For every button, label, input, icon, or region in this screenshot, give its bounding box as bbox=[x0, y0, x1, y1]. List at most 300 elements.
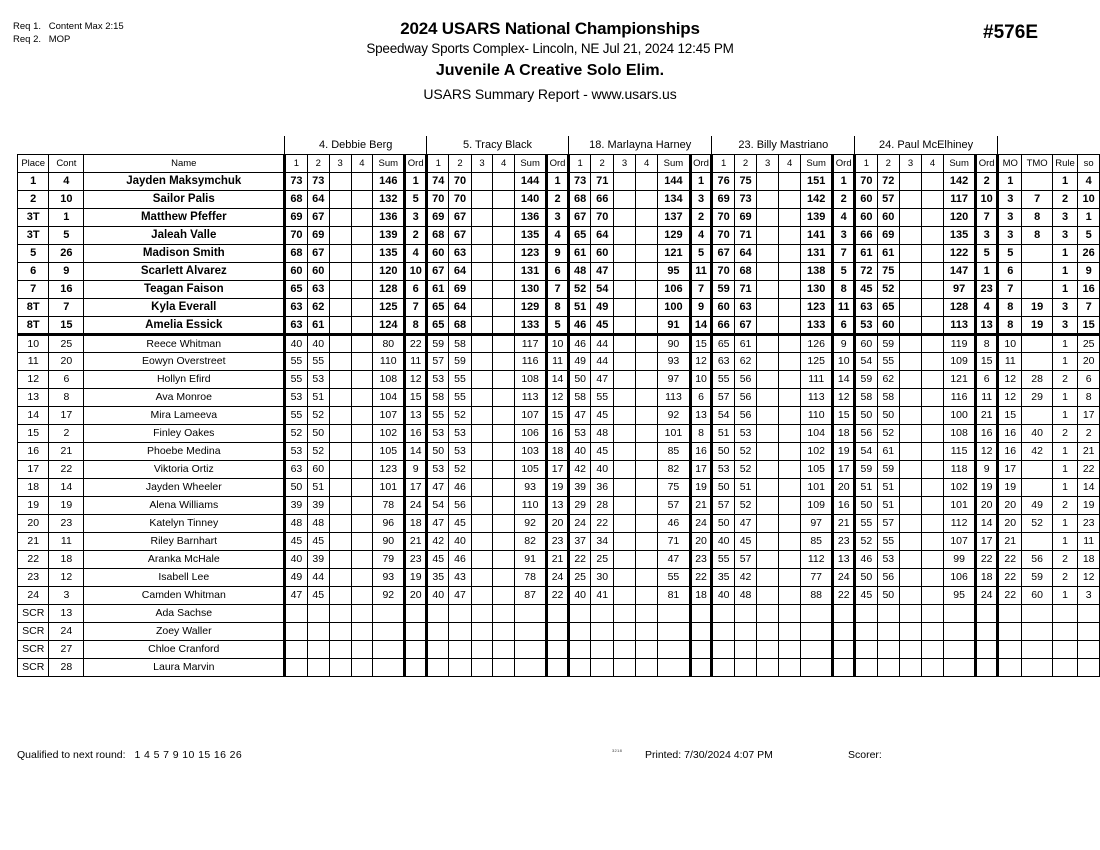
cell-j2-sum: 113 bbox=[515, 388, 547, 406]
cell-j5-2 bbox=[877, 640, 899, 658]
cell-j2-4 bbox=[493, 604, 515, 622]
cell-j3-4 bbox=[636, 460, 658, 478]
cell-j3-3 bbox=[613, 640, 635, 658]
cell-j5-1: 63 bbox=[855, 298, 877, 316]
cell-so bbox=[1078, 604, 1100, 622]
cell-j4-4 bbox=[779, 586, 801, 604]
col-header-j2-4: 4 bbox=[493, 154, 515, 172]
cell-j2-3 bbox=[471, 478, 493, 496]
cell-so: 21 bbox=[1078, 442, 1100, 460]
cell-so: 14 bbox=[1078, 478, 1100, 496]
col-header-j2-1: 1 bbox=[427, 154, 449, 172]
cell-j5-ord: 21 bbox=[976, 406, 998, 424]
cell-j4-2: 67 bbox=[734, 316, 756, 334]
cell-j1-1: 63 bbox=[285, 460, 307, 478]
cell-j1-2: 40 bbox=[307, 334, 329, 352]
col-header-j2-ord: Ord bbox=[547, 154, 569, 172]
cell-contestant-number: 2 bbox=[49, 424, 84, 442]
cell-j1-1: 50 bbox=[285, 478, 307, 496]
cell-j4-2: 53 bbox=[734, 424, 756, 442]
cell-j4-4 bbox=[779, 406, 801, 424]
cell-j2-3 bbox=[471, 442, 493, 460]
cell-j2-sum: 144 bbox=[515, 172, 547, 190]
version-code: 3218 bbox=[612, 748, 623, 753]
cell-j1-ord: 16 bbox=[405, 424, 427, 442]
cell-j1-4 bbox=[351, 658, 373, 676]
cell-j1-3 bbox=[329, 172, 351, 190]
cell-j2-2: 52 bbox=[449, 460, 471, 478]
cell-j4-sum: 123 bbox=[801, 298, 833, 316]
cell-j2-3 bbox=[471, 496, 493, 514]
cell-tmo: 42 bbox=[1022, 442, 1052, 460]
cell-skater-name: Jaleah Valle bbox=[84, 226, 285, 244]
judge-band-spacer-so bbox=[1078, 136, 1100, 154]
cell-j2-3 bbox=[471, 604, 493, 622]
cell-j3-4 bbox=[636, 262, 658, 280]
cell-place: SCR bbox=[18, 640, 49, 658]
cell-j4-4 bbox=[779, 208, 801, 226]
table-row bbox=[18, 388, 1100, 406]
table-row bbox=[18, 352, 1100, 370]
cell-contestant-number: 27 bbox=[49, 640, 84, 658]
cell-j4-2: 48 bbox=[734, 586, 756, 604]
cell-j3-sum: 85 bbox=[658, 442, 690, 460]
cell-j5-2: 72 bbox=[877, 172, 899, 190]
cell-j3-ord: 1 bbox=[690, 172, 712, 190]
results-table bbox=[17, 136, 1100, 677]
cell-j5-1: 60 bbox=[855, 334, 877, 352]
cell-j5-4 bbox=[921, 460, 943, 478]
cell-j3-3 bbox=[613, 280, 635, 298]
cell-j4-sum bbox=[801, 604, 833, 622]
cell-j1-sum: 146 bbox=[373, 172, 405, 190]
cell-j4-3 bbox=[757, 190, 779, 208]
cell-j4-1: 65 bbox=[712, 334, 734, 352]
cell-j1-ord: 12 bbox=[405, 370, 427, 388]
cell-j4-sum: 141 bbox=[801, 226, 833, 244]
cell-j4-1: 50 bbox=[712, 478, 734, 496]
cell-skater-name: Riley Barnhart bbox=[84, 532, 285, 550]
cell-j2-sum: 91 bbox=[515, 550, 547, 568]
cell-contestant-number: 17 bbox=[49, 406, 84, 424]
cell-j1-4 bbox=[351, 514, 373, 532]
cell-rule bbox=[1052, 658, 1078, 676]
cell-j5-ord: 16 bbox=[976, 424, 998, 442]
cell-j2-ord: 18 bbox=[547, 442, 569, 460]
cell-j5-ord: 4 bbox=[976, 298, 998, 316]
table-row bbox=[18, 640, 1100, 658]
cell-place: 19 bbox=[18, 496, 49, 514]
cell-j1-sum: 132 bbox=[373, 190, 405, 208]
requirement-text-1: Content Max 2:15 bbox=[48, 21, 124, 32]
cell-j5-3 bbox=[899, 460, 921, 478]
cell-rule: 1 bbox=[1052, 352, 1078, 370]
cell-rule: 1 bbox=[1052, 280, 1078, 298]
cell-j1-ord: 21 bbox=[405, 532, 427, 550]
cell-j2-3 bbox=[471, 622, 493, 640]
cell-j3-sum bbox=[658, 604, 690, 622]
cell-j5-ord: 1 bbox=[976, 262, 998, 280]
cell-j4-3 bbox=[757, 442, 779, 460]
cell-j1-2: 69 bbox=[307, 226, 329, 244]
cell-j2-2: 55 bbox=[449, 388, 471, 406]
cell-j5-3 bbox=[899, 298, 921, 316]
cell-j5-3 bbox=[899, 586, 921, 604]
cell-j4-3 bbox=[757, 550, 779, 568]
cell-contestant-number: 20 bbox=[49, 352, 84, 370]
cell-j5-1: 46 bbox=[855, 550, 877, 568]
cell-tmo: 60 bbox=[1022, 586, 1052, 604]
cell-j2-ord: 1 bbox=[547, 172, 569, 190]
table-row bbox=[18, 424, 1100, 442]
cell-j2-1 bbox=[427, 658, 449, 676]
cell-j2-1: 69 bbox=[427, 208, 449, 226]
cell-j1-4 bbox=[351, 262, 373, 280]
cell-j1-4 bbox=[351, 316, 373, 334]
cell-j2-2: 68 bbox=[449, 316, 471, 334]
cell-j4-sum bbox=[801, 640, 833, 658]
cell-j4-3 bbox=[757, 514, 779, 532]
cell-contestant-number: 21 bbox=[49, 442, 84, 460]
cell-j5-1 bbox=[855, 658, 877, 676]
cell-j4-1: 60 bbox=[712, 298, 734, 316]
cell-j4-4 bbox=[779, 514, 801, 532]
cell-j5-4 bbox=[921, 280, 943, 298]
cell-j3-sum: 100 bbox=[658, 298, 690, 316]
cell-rule bbox=[1052, 622, 1078, 640]
cell-j2-1: 59 bbox=[427, 334, 449, 352]
cell-j5-ord: 7 bbox=[976, 208, 998, 226]
cell-mo: 19 bbox=[998, 478, 1022, 496]
cell-tmo: 56 bbox=[1022, 550, 1052, 568]
cell-skater-name: Laura Marvin bbox=[84, 658, 285, 676]
cell-j2-sum: 93 bbox=[515, 478, 547, 496]
cell-j5-sum bbox=[943, 604, 975, 622]
cell-j1-3 bbox=[329, 388, 351, 406]
cell-j4-2: 64 bbox=[734, 244, 756, 262]
cell-so: 17 bbox=[1078, 406, 1100, 424]
cell-so: 2 bbox=[1078, 424, 1100, 442]
cell-j3-ord bbox=[690, 658, 712, 676]
cell-j1-sum: 80 bbox=[373, 334, 405, 352]
cell-j2-1: 61 bbox=[427, 280, 449, 298]
cell-j3-3 bbox=[613, 352, 635, 370]
column-header-row bbox=[18, 154, 1100, 172]
cell-j2-2 bbox=[449, 622, 471, 640]
cell-j3-ord: 9 bbox=[690, 298, 712, 316]
cell-skater-name: Aranka McHale bbox=[84, 550, 285, 568]
cell-j3-1: 24 bbox=[568, 514, 591, 532]
cell-j2-1: 53 bbox=[427, 370, 449, 388]
cell-j1-sum: 79 bbox=[373, 550, 405, 568]
cell-rule: 3 bbox=[1052, 298, 1078, 316]
cell-j1-sum: 108 bbox=[373, 370, 405, 388]
cell-j2-1: 42 bbox=[427, 532, 449, 550]
cell-rule: 1 bbox=[1052, 478, 1078, 496]
cell-mo: 3 bbox=[998, 190, 1022, 208]
cell-j1-sum: 93 bbox=[373, 568, 405, 586]
cell-j4-ord: 21 bbox=[833, 514, 855, 532]
cell-j2-4 bbox=[493, 568, 515, 586]
cell-mo: 8 bbox=[998, 298, 1022, 316]
cell-j5-sum: 100 bbox=[943, 406, 975, 424]
cell-j2-3 bbox=[471, 262, 493, 280]
cell-j3-3 bbox=[613, 496, 635, 514]
cell-j1-ord: 9 bbox=[405, 460, 427, 478]
cell-j5-sum: 106 bbox=[943, 568, 975, 586]
cell-j5-3 bbox=[899, 190, 921, 208]
cell-j3-3 bbox=[613, 442, 635, 460]
cell-j1-4 bbox=[351, 226, 373, 244]
cell-j5-ord: 2 bbox=[976, 172, 998, 190]
cell-contestant-number: 3 bbox=[49, 586, 84, 604]
cell-j5-sum: 113 bbox=[943, 316, 975, 334]
cell-contestant-number: 9 bbox=[49, 262, 84, 280]
cell-j5-3 bbox=[899, 550, 921, 568]
cell-j4-ord: 19 bbox=[833, 442, 855, 460]
cell-mo bbox=[998, 640, 1022, 658]
cell-contestant-number: 10 bbox=[49, 190, 84, 208]
cell-j4-3 bbox=[757, 370, 779, 388]
cell-j4-ord: 23 bbox=[833, 532, 855, 550]
cell-j4-sum: 151 bbox=[801, 172, 833, 190]
cell-so: 4 bbox=[1078, 172, 1100, 190]
cell-j4-2: 68 bbox=[734, 262, 756, 280]
cell-j5-3 bbox=[899, 208, 921, 226]
cell-j4-2: 56 bbox=[734, 388, 756, 406]
cell-j1-4 bbox=[351, 352, 373, 370]
col-header-name: Name bbox=[84, 154, 285, 172]
cell-j4-3 bbox=[757, 568, 779, 586]
cell-j3-2: 34 bbox=[591, 532, 614, 550]
cell-j3-ord: 19 bbox=[690, 478, 712, 496]
cell-rule: 1 bbox=[1052, 172, 1078, 190]
cell-j2-2: 63 bbox=[449, 244, 471, 262]
cell-j2-1: 74 bbox=[427, 172, 449, 190]
cell-j1-sum: 92 bbox=[373, 586, 405, 604]
judge-header-2: 5. Tracy Black bbox=[427, 136, 569, 154]
cell-j2-2: 56 bbox=[449, 496, 471, 514]
cell-j5-3 bbox=[899, 334, 921, 352]
cell-so: 9 bbox=[1078, 262, 1100, 280]
cell-j1-4 bbox=[351, 586, 373, 604]
cell-so: 18 bbox=[1078, 550, 1100, 568]
cell-contestant-number: 4 bbox=[49, 172, 84, 190]
cell-so bbox=[1078, 658, 1100, 676]
cell-j2-4 bbox=[493, 172, 515, 190]
cell-j2-4 bbox=[493, 190, 515, 208]
cell-j4-ord bbox=[833, 622, 855, 640]
cell-j1-ord: 20 bbox=[405, 586, 427, 604]
cell-j5-2: 53 bbox=[877, 550, 899, 568]
cell-j4-ord: 13 bbox=[833, 550, 855, 568]
cell-place: 7 bbox=[18, 280, 49, 298]
cell-so: 1 bbox=[1078, 208, 1100, 226]
cell-tmo bbox=[1022, 334, 1052, 352]
cell-place: 23 bbox=[18, 568, 49, 586]
cell-j5-4 bbox=[921, 172, 943, 190]
cell-j4-sum: 97 bbox=[801, 514, 833, 532]
cell-j3-ord: 22 bbox=[690, 568, 712, 586]
cell-j5-ord: 23 bbox=[976, 280, 998, 298]
cell-so bbox=[1078, 622, 1100, 640]
cell-j5-2: 60 bbox=[877, 208, 899, 226]
cell-j4-ord: 12 bbox=[833, 388, 855, 406]
cell-place: 5 bbox=[18, 244, 49, 262]
cell-skater-name: Reece Whitman bbox=[84, 334, 285, 352]
event-name: Juvenile A Creative Solo Elim. bbox=[435, 62, 665, 79]
cell-contestant-number: 14 bbox=[49, 478, 84, 496]
cell-j5-ord: 9 bbox=[976, 460, 998, 478]
col-header-j3-3: 3 bbox=[613, 154, 635, 172]
cell-j5-ord: 3 bbox=[976, 226, 998, 244]
cell-j5-sum: 95 bbox=[943, 586, 975, 604]
cell-contestant-number: 19 bbox=[49, 496, 84, 514]
cell-skater-name: Phoebe Medina bbox=[84, 442, 285, 460]
cell-j1-1 bbox=[285, 604, 307, 622]
cell-j1-sum: 105 bbox=[373, 442, 405, 460]
cell-rule: 3 bbox=[1052, 208, 1078, 226]
cell-j1-2 bbox=[307, 622, 329, 640]
cell-j2-1 bbox=[427, 640, 449, 658]
cell-j1-3 bbox=[329, 460, 351, 478]
judge-header-5: 24. Paul McElhiney bbox=[855, 136, 998, 154]
cell-mo: 5 bbox=[998, 244, 1022, 262]
cell-j2-ord: 3 bbox=[547, 208, 569, 226]
cell-j4-4 bbox=[779, 496, 801, 514]
cell-so: 7 bbox=[1078, 298, 1100, 316]
cell-j3-3 bbox=[613, 568, 635, 586]
cell-j2-ord: 14 bbox=[547, 370, 569, 388]
cell-mo: 11 bbox=[998, 352, 1022, 370]
cell-j3-2: 49 bbox=[591, 298, 614, 316]
cell-j3-1: 67 bbox=[568, 208, 591, 226]
cell-j4-3 bbox=[757, 262, 779, 280]
cell-j5-sum: 122 bbox=[943, 244, 975, 262]
cell-j4-4 bbox=[779, 568, 801, 586]
cell-j4-2: 51 bbox=[734, 478, 756, 496]
cell-j1-ord bbox=[405, 640, 427, 658]
cell-j5-1: 59 bbox=[855, 370, 877, 388]
cell-place: 10 bbox=[18, 334, 49, 352]
cell-j2-4 bbox=[493, 460, 515, 478]
cell-j5-2: 58 bbox=[877, 388, 899, 406]
cell-j5-1: 54 bbox=[855, 352, 877, 370]
judge-header-4: 23. Billy Mastriano bbox=[712, 136, 855, 154]
cell-j5-3 bbox=[899, 280, 921, 298]
cell-place: 21 bbox=[18, 532, 49, 550]
cell-skater-name: Ada Sachse bbox=[84, 604, 285, 622]
cell-j1-sum: 123 bbox=[373, 460, 405, 478]
cell-j3-3 bbox=[613, 316, 635, 334]
cell-j5-3 bbox=[899, 442, 921, 460]
cell-j1-3 bbox=[329, 334, 351, 352]
cell-j3-sum: 137 bbox=[658, 208, 690, 226]
cell-j5-ord: 19 bbox=[976, 478, 998, 496]
requirement-number-1: 1. bbox=[33, 21, 42, 32]
cell-j2-2: 46 bbox=[449, 478, 471, 496]
cell-j1-2: 48 bbox=[307, 514, 329, 532]
cell-place: 2 bbox=[18, 190, 49, 208]
cell-j5-4 bbox=[921, 370, 943, 388]
cell-j2-3 bbox=[471, 244, 493, 262]
cell-j1-4 bbox=[351, 424, 373, 442]
table-row bbox=[18, 280, 1100, 298]
cell-j5-3 bbox=[899, 226, 921, 244]
cell-so: 5 bbox=[1078, 226, 1100, 244]
cell-j3-1: 29 bbox=[568, 496, 591, 514]
cell-j2-sum: 123 bbox=[515, 244, 547, 262]
cell-j5-4 bbox=[921, 622, 943, 640]
cell-j4-4 bbox=[779, 442, 801, 460]
cell-j1-3 bbox=[329, 514, 351, 532]
cell-j1-3 bbox=[329, 190, 351, 208]
cell-j5-1: 58 bbox=[855, 388, 877, 406]
cell-j1-1: 40 bbox=[285, 550, 307, 568]
cell-j3-1: 40 bbox=[568, 586, 591, 604]
cell-j4-4 bbox=[779, 460, 801, 478]
cell-j3-sum: 75 bbox=[658, 478, 690, 496]
cell-j2-2: 45 bbox=[449, 514, 471, 532]
cell-j5-ord: 20 bbox=[976, 496, 998, 514]
cell-j3-ord: 18 bbox=[690, 586, 712, 604]
cell-j3-3 bbox=[613, 262, 635, 280]
cell-j1-ord: 23 bbox=[405, 550, 427, 568]
cell-j1-1: 69 bbox=[285, 208, 307, 226]
cell-contestant-number: 24 bbox=[49, 622, 84, 640]
cell-j5-4 bbox=[921, 424, 943, 442]
venue-datetime: Speedway Sports Complex- Lincoln, NE Jul 21, 2024 12:45 PM bbox=[366, 41, 734, 56]
cell-j3-2: 40 bbox=[591, 460, 614, 478]
cell-mo: 22 bbox=[998, 586, 1022, 604]
requirement-label-1: Req bbox=[13, 21, 31, 32]
cell-j5-4 bbox=[921, 496, 943, 514]
cell-j4-sum: 126 bbox=[801, 334, 833, 352]
cell-j1-1: 68 bbox=[285, 190, 307, 208]
cell-j3-4 bbox=[636, 496, 658, 514]
cell-j1-2: 60 bbox=[307, 262, 329, 280]
cell-j4-2: 52 bbox=[734, 496, 756, 514]
cell-j2-4 bbox=[493, 514, 515, 532]
cell-j3-2: 47 bbox=[591, 370, 614, 388]
cell-j4-3 bbox=[757, 622, 779, 640]
cell-tmo bbox=[1022, 478, 1052, 496]
cell-j3-ord: 10 bbox=[690, 370, 712, 388]
cell-j2-sum: 131 bbox=[515, 262, 547, 280]
cell-j1-sum: 125 bbox=[373, 298, 405, 316]
report-source-line: USARS Summary Report - www.usars.us bbox=[423, 86, 677, 102]
cell-j1-4 bbox=[351, 622, 373, 640]
cell-j1-2 bbox=[307, 640, 329, 658]
cell-j4-sum: 102 bbox=[801, 442, 833, 460]
table-row bbox=[18, 190, 1100, 208]
cell-j5-2: 55 bbox=[877, 352, 899, 370]
cell-j4-sum: 88 bbox=[801, 586, 833, 604]
cell-place: 14 bbox=[18, 406, 49, 424]
cell-j1-4 bbox=[351, 532, 373, 550]
cell-j1-ord: 19 bbox=[405, 568, 427, 586]
cell-j1-3 bbox=[329, 370, 351, 388]
cell-j5-2: 60 bbox=[877, 316, 899, 334]
cell-j2-1: 35 bbox=[427, 568, 449, 586]
cell-place: 18 bbox=[18, 478, 49, 496]
cell-j1-4 bbox=[351, 370, 373, 388]
col-header-j1-sum: Sum bbox=[373, 154, 405, 172]
cell-j1-2: 63 bbox=[307, 280, 329, 298]
col-header-j1-ord: Ord bbox=[405, 154, 427, 172]
cell-j3-3 bbox=[613, 334, 635, 352]
cell-j3-4 bbox=[636, 568, 658, 586]
